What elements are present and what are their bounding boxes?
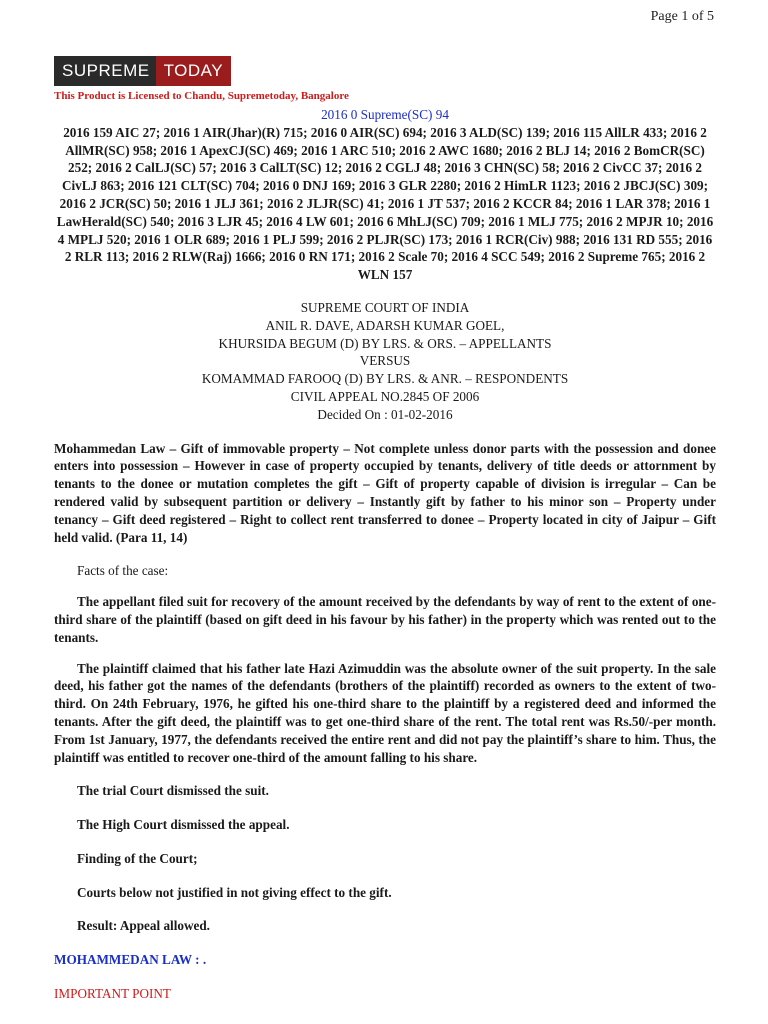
facts-paragraph-2: The plaintiff claimed that his father late Hazi Azimuddin was the absolute owner of the suit property. In the sale deed, his father got the names of the defendants (brothers of the plaintiff) recorded as owners to the extent of two-third. On 24th February, 1976, he gifted his one-third share to the plaintiff by a registered deed and informed the tenants. After the gift deed, the plaintiff was to get one-third share of the rent. The total rent was Rs.50/-per month. From 1st January, 1977, the defendants received the entire rent and did not pay the plaintiff’s share to him. Thus, the plaintiff was entitled to recover one-third of the amount falling to his share. <box>54 660 716 765</box>
result-text: Result: Appeal allowed. <box>77 918 210 934</box>
logo-part-supreme: SUPREME <box>54 56 156 86</box>
facts-paragraph-1: The appellant filed suit for recovery of the amount received by the defendants by way of rent to the extent of one-third share of the plaintiff (based on gift deed in his favour by his father) in the property which was rented out to the tenants. <box>54 594 716 645</box>
citation-heading: 2016 0 Supreme(SC) 94 <box>321 107 449 122</box>
trial-court-result: The trial Court dismissed the suit. <box>77 783 269 799</box>
supreme-today-logo <box>54 56 231 86</box>
citation-list: 2016 159 AIC 27; 2016 1 AIR(Jhar)(R) 715; 2016 0 AIR(SC) 694; 2016 3 ALD(SC) 139; 2016 115 AllLR 433; 2016 2 AllMR(SC) 958; 2016 1 ApexCJ(SC) 469; 2016 1 ARC 510; 2016 2 AWC 1680; 2016 2 BLJ 14; 2016 2 BomCR(SC) 252; 2016 2 CalLJ(SC) 57; 2016 3 CalLT(SC) 12; 2016 2 CGLJ 48; 2016 3 CHN(SC) 58; 2016 2 CivCC 37; 2016 2 CivLJ 863; 2016 121 CLT(SC) 704; 2016 0 DNJ 169; 2016 3 GLR 2280; 2016 2 HimLR 1123; 2016 2 JBCJ(SC) 309; 2016 2 JCR(SC) 50; 2016 1 JLJ 361; 2016 2 JLJR(SC) 41; 2016 1 JT 537; 2016 2 KCCR 84; 2016 1 LAR 378; 2016 1 LawHerald(SC) 540; 2016 3 LJR 45; 2016 4 LW 601; 2016 6 MhLJ(SC) 709; 2016 1 MLJ 775; 2016 2 MPJR 10; 2016 4 MPLJ 520; 2016 1 OLR 689; 2016 1 PLJ 599; 2016 2 PLJR(SC) 173; 2016 1 RCR(Civ) 988; 2016 131 RD 555; 2016 2 RLR 113; 2016 2 RLW(Raj) 1666; 2016 0 RN 171; 2016 2 Scale 70; 2016 4 SCC 549; 2016 2 Supreme 765; 2016 2 WLN 157 <box>56 124 714 283</box>
decided-date: Decided On : 01-02-2016 <box>317 406 453 422</box>
judges: ANIL R. DAVE, ADARSH KUMAR GOEL, <box>265 317 505 333</box>
headnote-summary: Mohammedan Law – Gift of immovable property – Not complete unless donor parts with the possession and donee enters into possession – However in case of property occupied by tenants, delivery of title deeds or attornment by tenants to the donee or mutation completes the gift – Gift of property capable of division is irregular – Can be rendered valid by subsequent partition or delivery – Instantly gift by father to his minor son – Property under tenancy – Gift deed registered – Right to collect rent transferred to donee – Property located in city of Jaipur – Gift held valid. (Para 11, 14) <box>54 440 716 545</box>
mohammedan-law-heading: MOHAMMEDAN LAW : . <box>54 952 207 968</box>
logo-part-today: TODAY <box>156 56 232 86</box>
court-block <box>54 299 716 424</box>
document-body <box>54 106 716 1003</box>
versus: VERSUS <box>359 353 411 369</box>
facts-heading: Facts of the case: <box>77 563 169 579</box>
page-number: Page 1 of 5 <box>650 9 714 24</box>
license-notice: This Product is Licensed to Chandu, Supremetoday, Bangalore <box>54 90 349 102</box>
important-point-heading: IMPORTANT POINT <box>54 986 171 1002</box>
court-name: SUPREME COURT OF INDIA <box>300 299 470 315</box>
high-court-result: The High Court dismissed the appeal. <box>77 817 290 833</box>
appellants: KHURSIDA BEGUM (D) BY LRS. & ORS. – APPELLANTS <box>218 335 552 351</box>
finding-heading: Finding of the Court; <box>77 850 198 866</box>
finding-text: Courts below not justified in not giving effect to the gift. <box>77 884 392 900</box>
respondents: KOMAMMAD FAROOQ (D) BY LRS. & ANR. – RESPONDENTS <box>201 371 569 387</box>
case-number: CIVIL APPEAL NO.2845 OF 2006 <box>290 388 480 404</box>
